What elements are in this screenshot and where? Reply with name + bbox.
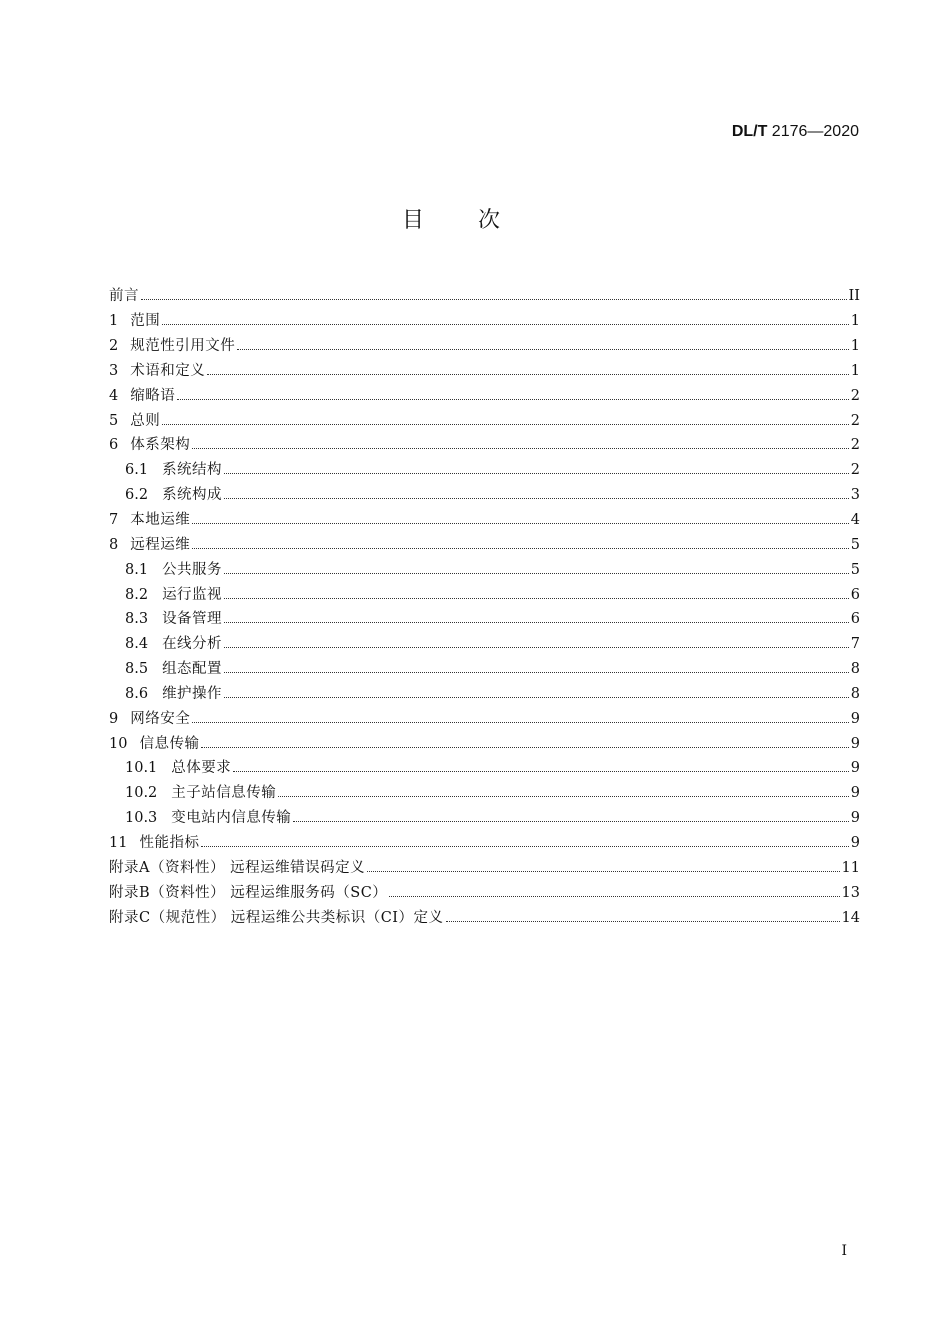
toc-entry-page: 7 — [850, 636, 860, 653]
toc-entry[interactable] — [109, 880, 860, 905]
toc-entry-page: 9 — [850, 710, 860, 727]
toc-entry[interactable] — [109, 806, 860, 831]
toc-entry[interactable] — [109, 855, 860, 880]
toc-dot-leader — [177, 398, 849, 400]
toc-entry-page: 5 — [850, 536, 860, 553]
toc-entry-page: 6 — [850, 611, 860, 628]
toc-entry-label: 体系架构 — [130, 437, 191, 454]
toc-entry[interactable] — [109, 706, 860, 731]
toc-dot-leader — [207, 373, 849, 375]
toc-entry-number: 5 — [109, 412, 119, 429]
toc-dot-leader — [224, 472, 849, 474]
toc-dot-leader — [293, 820, 848, 822]
toc-dot-leader — [192, 721, 849, 723]
toc-dot-leader — [367, 870, 839, 872]
toc-dot-leader — [224, 621, 849, 623]
toc-dot-leader — [446, 920, 840, 922]
toc-entry[interactable] — [109, 905, 860, 930]
toc-entry[interactable] — [109, 657, 860, 682]
toc-entry-label: 系统构成 — [162, 487, 223, 504]
toc-entry[interactable] — [109, 483, 860, 508]
toc-entry-label: 远程运维 — [130, 536, 191, 553]
toc-entry-page: 13 — [841, 884, 860, 901]
toc-entry[interactable] — [109, 383, 860, 408]
toc-dot-leader — [224, 646, 849, 648]
standard-code — [732, 123, 859, 141]
toc-entry-page: 5 — [850, 561, 860, 578]
toc-dot-leader — [201, 845, 848, 847]
toc-entry-page: 4 — [850, 512, 860, 529]
toc-entry-page: 2 — [850, 462, 860, 479]
toc-entry-number: 8.6 — [125, 685, 149, 702]
toc-entry-number: 7 — [109, 512, 119, 529]
toc-entry-number: 6.2 — [125, 487, 149, 504]
toc-entry-number: 2 — [109, 338, 119, 355]
toc-entry-label: 本地运维 — [130, 512, 191, 529]
page-title: 目次 — [401, 208, 554, 233]
toc-entry-label: 运行监视 — [162, 586, 223, 603]
toc-entry-page: 9 — [850, 810, 860, 827]
table-of-contents — [109, 284, 860, 930]
toc-entry-page: 2 — [850, 387, 860, 404]
toc-entry-number: 9 — [109, 710, 119, 727]
toc-dot-leader — [162, 323, 849, 325]
toc-dot-leader — [192, 447, 849, 449]
toc-entry-label: 缩略语 — [130, 387, 176, 404]
toc-entry[interactable] — [109, 607, 860, 632]
toc-entry-page: 9 — [850, 785, 860, 802]
toc-entry-label: 系统结构 — [162, 462, 223, 479]
toc-entry[interactable] — [109, 458, 860, 483]
toc-entry-label: 维护操作 — [162, 685, 223, 702]
toc-dot-leader — [162, 423, 849, 425]
toc-entry-page: 2 — [850, 412, 860, 429]
toc-entry-number: 6.1 — [125, 462, 149, 479]
toc-dot-leader — [278, 795, 848, 797]
toc-entry-number: 6 — [109, 437, 119, 454]
toc-dot-leader — [224, 597, 849, 599]
toc-entry[interactable] — [109, 582, 860, 607]
toc-entry[interactable] — [109, 359, 860, 384]
toc-entry-label: 主子站信息传输 — [171, 785, 277, 802]
toc-entry-label: 范围 — [130, 313, 161, 330]
toc-dot-leader — [233, 770, 848, 772]
toc-entry[interactable] — [109, 632, 860, 657]
toc-dot-leader — [224, 572, 849, 574]
standard-code-prefix: DL/T — [731, 123, 768, 140]
toc-entry-label: 前言 — [109, 288, 139, 305]
toc-entry[interactable] — [109, 557, 860, 582]
toc-entry-page: 1 — [850, 362, 860, 379]
toc-entry[interactable] — [109, 831, 860, 856]
toc-entry-page: 3 — [850, 487, 860, 504]
toc-dot-leader — [192, 522, 849, 524]
toc-entry-page: 8 — [850, 661, 860, 678]
toc-entry[interactable] — [109, 309, 860, 334]
toc-entry-label: 公共服务 — [162, 561, 223, 578]
toc-dot-leader — [224, 696, 849, 698]
toc-dot-leader — [224, 497, 849, 499]
toc-entry-page: 9 — [850, 760, 860, 777]
toc-entry-page: 14 — [841, 909, 860, 926]
toc-entry-page: 8 — [850, 685, 860, 702]
toc-entry[interactable] — [109, 284, 860, 309]
toc-entry[interactable] — [109, 433, 860, 458]
toc-dot-leader — [141, 298, 847, 300]
toc-entry-page: 2 — [850, 437, 860, 454]
toc-entry-label: 组态配置 — [162, 661, 223, 678]
toc-entry-label: 附录C（规范性） 远程运维公共类标识（CI）定义 — [109, 909, 444, 926]
toc-entry-number: 8.1 — [125, 561, 149, 578]
toc-entry-label: 附录A（资料性） 远程运维错误码定义 — [109, 859, 366, 876]
toc-entry-label: 信息传输 — [139, 735, 200, 752]
toc-entry-number: 4 — [109, 387, 119, 404]
toc-entry[interactable] — [109, 334, 860, 359]
toc-entry-number: 10.3 — [125, 810, 158, 827]
toc-entry-label: 总则 — [130, 412, 161, 429]
page-number: I — [841, 1243, 847, 1259]
toc-entry-label: 网络安全 — [130, 710, 191, 727]
toc-entry-label: 规范性引用文件 — [130, 338, 236, 355]
toc-entry-page: 1 — [850, 313, 860, 330]
toc-entry-page: 6 — [850, 586, 860, 603]
toc-entry-label: 总体要求 — [171, 760, 232, 777]
toc-entry[interactable] — [109, 781, 860, 806]
standard-code-number: 2176—2020 — [767, 123, 859, 140]
toc-entry-number: 3 — [109, 362, 119, 379]
toc-entry-label: 设备管理 — [162, 611, 223, 628]
toc-dot-leader — [201, 746, 848, 748]
toc-entry-label: 在线分析 — [162, 636, 223, 653]
toc-entry-number: 1 — [109, 313, 119, 330]
toc-entry-page: II — [848, 288, 860, 305]
toc-entry-number: 8.4 — [125, 636, 149, 653]
toc-entry[interactable] — [109, 532, 860, 557]
toc-entry[interactable] — [109, 756, 860, 781]
toc-entry[interactable] — [109, 682, 860, 707]
toc-dot-leader — [237, 348, 849, 350]
toc-entry-page: 9 — [850, 735, 860, 752]
toc-dot-leader — [224, 671, 849, 673]
toc-entry-label: 性能指标 — [139, 834, 200, 851]
toc-entry-number: 8.2 — [125, 586, 149, 603]
toc-entry-number: 10 — [109, 735, 128, 752]
toc-entry-page: 9 — [850, 834, 860, 851]
toc-entry-number: 8.3 — [125, 611, 149, 628]
toc-entry-label: 变电站内信息传输 — [171, 810, 292, 827]
toc-entry-number: 11 — [109, 834, 128, 851]
toc-dot-leader — [389, 895, 839, 897]
toc-entry[interactable] — [109, 508, 860, 533]
toc-entry-label: 附录B（资料性） 远程运维服务码（SC） — [109, 884, 388, 901]
toc-entry-number: 10.1 — [125, 760, 158, 777]
toc-entry-label: 术语和定义 — [130, 362, 206, 379]
toc-entry[interactable] — [109, 408, 860, 433]
toc-entry-page: 11 — [841, 859, 860, 876]
toc-entry[interactable] — [109, 731, 860, 756]
toc-dot-leader — [192, 547, 849, 549]
toc-entry-number: 8.5 — [125, 661, 149, 678]
toc-entry-page: 1 — [850, 338, 860, 355]
toc-entry-number: 8 — [109, 536, 119, 553]
toc-entry-number: 10.2 — [125, 785, 158, 802]
